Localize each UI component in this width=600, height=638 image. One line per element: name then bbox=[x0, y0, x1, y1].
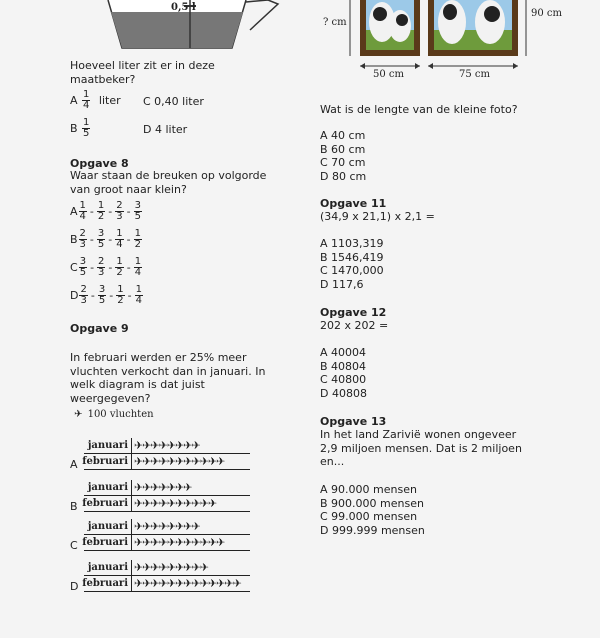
opgave-12-options bbox=[320, 346, 367, 400]
january-label: januari bbox=[87, 521, 128, 532]
opgave-11-option-c[interactable]: C 1470,000 bbox=[320, 264, 384, 278]
photo-option-c[interactable]: C 70 cm bbox=[320, 156, 366, 170]
opgave-12-question: 202 x 202 = bbox=[320, 319, 389, 332]
opgave-13-title: Opgave 13 bbox=[320, 415, 387, 428]
fraction: $\frac{2}{3}$ bbox=[116, 200, 123, 222]
january-label: januari bbox=[87, 562, 128, 573]
photo-question: Wat is de lengte van de kleine foto? bbox=[320, 103, 518, 116]
opgave-13-option-d[interactable]: D 999.999 mensen bbox=[320, 523, 425, 537]
opgave-8-option-d[interactable]: D $\frac{2}{3}$ - $\frac{3}{5}$ - $\frac{1}{2}$ - $\frac{1}{4}$ bbox=[70, 284, 142, 306]
small-photo-width: 50 cm bbox=[373, 69, 404, 80]
opgave-8-option-b[interactable]: B $\frac{2}{3}$ - $\frac{3}{5}$ - $\frac{1}{4}$ - $\frac{1}{2}$ bbox=[70, 228, 141, 250]
opgave-8-option-c[interactable]: C $\frac{3}{5}$ - $\frac{2}{3}$ - $\frac{1}{2}$ - $\frac{1}{4}$ bbox=[70, 256, 142, 278]
large-photo bbox=[428, 0, 518, 56]
opgave-11-option-b[interactable]: B 1546,419 bbox=[320, 250, 384, 264]
large-photo-width: 75 cm bbox=[459, 69, 490, 80]
opgave-11-question: (34,9 x 21,1) x 2,1 = bbox=[320, 210, 435, 223]
fraction: $\frac{3}{5}$ bbox=[98, 284, 106, 306]
opgave-12-option-a[interactable]: A 40004 bbox=[320, 346, 367, 359]
february-label: februari bbox=[82, 537, 128, 548]
opgave-13-option-b[interactable]: B 900.000 mensen bbox=[320, 496, 424, 510]
fraction: $\frac{1}{4}$ bbox=[83, 89, 90, 111]
february-label: februari bbox=[82, 456, 128, 467]
january-airplane-icons: ✈✈✈✈✈✈✈ bbox=[134, 481, 192, 494]
flight-legend: ✈ 100 vluchten bbox=[74, 409, 154, 420]
opgave-13-question: In het land Zarivië wonen ongeveer 2,9 miljoen mensen. Dat is 2 miljoen en... bbox=[320, 428, 522, 469]
beaker-option-a[interactable]: A $\frac{1}{4}$ liter bbox=[70, 89, 121, 111]
beaker-option-d[interactable]: D 4 liter bbox=[143, 123, 188, 136]
opgave-11-title: Opgave 11 bbox=[320, 197, 387, 210]
divider bbox=[131, 519, 132, 551]
february-label: februari bbox=[82, 498, 128, 509]
fraction: $\frac{2}{3}$ bbox=[98, 256, 105, 278]
fraction: $\frac{1}{2}$ bbox=[117, 284, 124, 306]
small-photo-height: ? cm bbox=[323, 17, 347, 28]
divider bbox=[84, 575, 250, 576]
january-airplane-icons: ✈✈✈✈✈✈✈✈✈ bbox=[134, 561, 208, 574]
fraction: $\frac{3}{5}$ bbox=[134, 200, 141, 222]
divider bbox=[84, 453, 250, 454]
fraction: $\frac{1}{4}$ bbox=[116, 228, 123, 250]
beaker-question: Hoeveel liter zit er in deze maatbeker? bbox=[70, 59, 215, 86]
opgave-9-option-a[interactable]: A januari februari ✈✈✈✈✈✈✈✈ ✈✈✈✈✈✈✈✈✈✈✈ bbox=[70, 438, 260, 474]
opgave-9-title: Opgave 9 bbox=[70, 322, 129, 335]
fraction: $\frac{3}{5}$ bbox=[79, 256, 87, 278]
fraction: $\frac{1}{2}$ bbox=[134, 228, 141, 250]
divider bbox=[84, 511, 250, 512]
opgave-13-options bbox=[320, 483, 425, 537]
opgave-9-question: In februari werden er 25% meer vluchten verkocht dan in januari. In welk diagram is dat juist weergegeven? bbox=[70, 351, 266, 405]
divider bbox=[84, 550, 250, 551]
february-label: februari bbox=[82, 578, 128, 589]
opgave-8-title: Opgave 8 bbox=[70, 157, 129, 170]
opgave-11-options bbox=[320, 237, 384, 291]
opgave-13-option-a[interactable]: A 90.000 mensen bbox=[320, 483, 417, 496]
beaker-option-b[interactable]: B $\frac{1}{5}$ bbox=[70, 117, 90, 139]
divider bbox=[131, 438, 132, 470]
beaker-option-c[interactable]: C 0,40 liter bbox=[143, 95, 204, 108]
opgave-8-option-a[interactable]: A $\frac{1}{4}$ - $\frac{1}{2}$ - $\frac{2}{3}$ - $\frac{3}{5}$ bbox=[70, 200, 141, 222]
fraction: $\frac{2}{3}$ bbox=[80, 284, 87, 306]
airplane-icon: ✈ bbox=[74, 409, 83, 420]
divider bbox=[84, 495, 250, 496]
january-airplane-icons: ✈✈✈✈✈✈✈✈ bbox=[134, 520, 200, 533]
fraction: $\frac{1}{5}$ bbox=[83, 117, 90, 139]
opgave-9-option-b[interactable]: B januari februari ✈✈✈✈✈✈✈ ✈✈✈✈✈✈✈✈✈✈ bbox=[70, 480, 260, 516]
fraction: $\frac{2}{3}$ bbox=[79, 228, 86, 250]
photo-options bbox=[320, 129, 366, 183]
january-label: januari bbox=[87, 482, 128, 493]
opgave-13-option-c[interactable]: C 99.000 mensen bbox=[320, 510, 418, 524]
january-label: januari bbox=[87, 440, 128, 451]
february-airplane-icons: ✈✈✈✈✈✈✈✈✈✈✈✈✈ bbox=[134, 577, 241, 590]
divider bbox=[131, 480, 132, 512]
fraction: $\frac{1}{2}$ bbox=[97, 200, 105, 222]
small-photo bbox=[360, 0, 420, 56]
photo-option-b[interactable]: B 60 cm bbox=[320, 142, 366, 156]
fraction: $\frac{1}{2}$ bbox=[116, 256, 123, 278]
opgave-8-question: Waar staan de breuken op volgorde van groot naar klein? bbox=[70, 169, 267, 196]
divider bbox=[84, 591, 250, 592]
opgave-12-option-c[interactable]: C 40800 bbox=[320, 373, 367, 387]
february-airplane-icons: ✈✈✈✈✈✈✈✈✈✈✈ bbox=[134, 455, 225, 468]
opgave-12-title: Opgave 12 bbox=[320, 306, 387, 319]
february-airplane-icons: ✈✈✈✈✈✈✈✈✈✈ bbox=[134, 497, 217, 510]
beaker-volume-label: 0,5 l bbox=[171, 2, 196, 13]
divider bbox=[84, 534, 250, 535]
fraction: $\frac{3}{5}$ bbox=[97, 228, 105, 250]
fraction: $\frac{1}{4}$ bbox=[135, 284, 142, 306]
opgave-9-option-c[interactable]: C januari februari ✈✈✈✈✈✈✈✈ ✈✈✈✈✈✈✈✈✈✈✈ bbox=[70, 519, 260, 555]
january-airplane-icons: ✈✈✈✈✈✈✈✈ bbox=[134, 439, 200, 452]
large-photo-height: 90 cm bbox=[531, 8, 562, 19]
february-airplane-icons: ✈✈✈✈✈✈✈✈✈✈✈ bbox=[134, 536, 225, 549]
opgave-12-option-d[interactable]: D 40808 bbox=[320, 386, 367, 400]
divider bbox=[84, 469, 250, 470]
fraction: $\frac{1}{4}$ bbox=[134, 256, 142, 278]
opgave-11-option-a[interactable]: A 1103,319 bbox=[320, 237, 384, 250]
opgave-12-option-b[interactable]: B 40804 bbox=[320, 359, 367, 373]
photo-option-d[interactable]: D 80 cm bbox=[320, 169, 367, 183]
divider bbox=[131, 560, 132, 592]
opgave-9-option-d[interactable]: D januari februari ✈✈✈✈✈✈✈✈✈ ✈✈✈✈✈✈✈✈✈✈✈✈✈ bbox=[70, 560, 260, 596]
photo-option-a[interactable]: A 40 cm bbox=[320, 129, 366, 142]
opgave-11-option-d[interactable]: D 117,6 bbox=[320, 277, 364, 291]
fraction: $\frac{1}{4}$ bbox=[79, 200, 86, 222]
